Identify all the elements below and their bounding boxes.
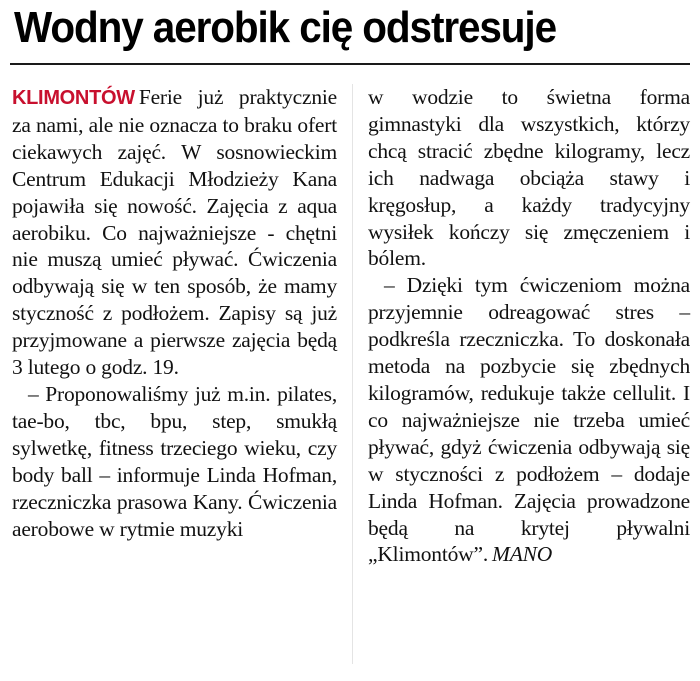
headline: Wodny aerobik cię odstresuje: [14, 3, 556, 52]
lead-paragraph: [12, 84, 337, 381]
dateline: KLIMONTÓW: [12, 87, 135, 109]
continuation-paragraph: w wodzie to świetna forma gimnastyki dla wszystkich, którzy chcą stracić zbędne kilogramy, lecz ich nadwaga obciąża stawy i kręgosłup, a każdy tradycyjny wysiłek kończy się zmęczeniem i bólem.: [368, 85, 690, 271]
quote-paragraph-text: – Dzięki tym ćwiczeniom można przyjemnie odreagować stres – podkreśla rzeczniczka. To doskonała metoda na pozbycie się zbędnych kilogramów, redukuje także cellulit. I co najważniejsze nie trzeba umieć pływać, gdyż ćwiczenia odbywają się w styczności z podłożem – dodaje Linda Hofman. Zajęcia prowadzone będą na krytej pływalni „Klimontów”.: [368, 273, 690, 567]
article-column-right: [368, 84, 690, 568]
second-paragraph: – Proponowaliśmy już m.in. pilates, tae-bo, tbc, bpu, step, smukłą sylwetkę, fitness trzeciego wieku, czy body ball – informuje Linda Hofman, rzeczniczka prasowa Kany. Ćwiczenia aerobowe w rytmie muzyki: [12, 381, 337, 541]
quote-paragraph: [368, 272, 690, 568]
byline: MANO: [492, 542, 553, 567]
headline-divider: [10, 63, 690, 65]
column-divider: [352, 84, 353, 664]
article-column-left: [12, 84, 337, 542]
lead-paragraph-text: Ferie już praktycznie za nami, ale nie oznacza to braku ofert ciekawych zajęć. W sosnowieckim Centrum Edukacji Młodzieży Kana pojawiła się nowość. Zajęcia z aqua aerobiku. Co najważniejsze - chętni nie muszą umieć pływać. Ćwiczenia odbywają się w ten sposób, że mamy styczność z podłożem. Zapisy są już przyjmowane a pierwsze zajęcia będą 3 lutego o godz. 19.: [12, 85, 337, 380]
